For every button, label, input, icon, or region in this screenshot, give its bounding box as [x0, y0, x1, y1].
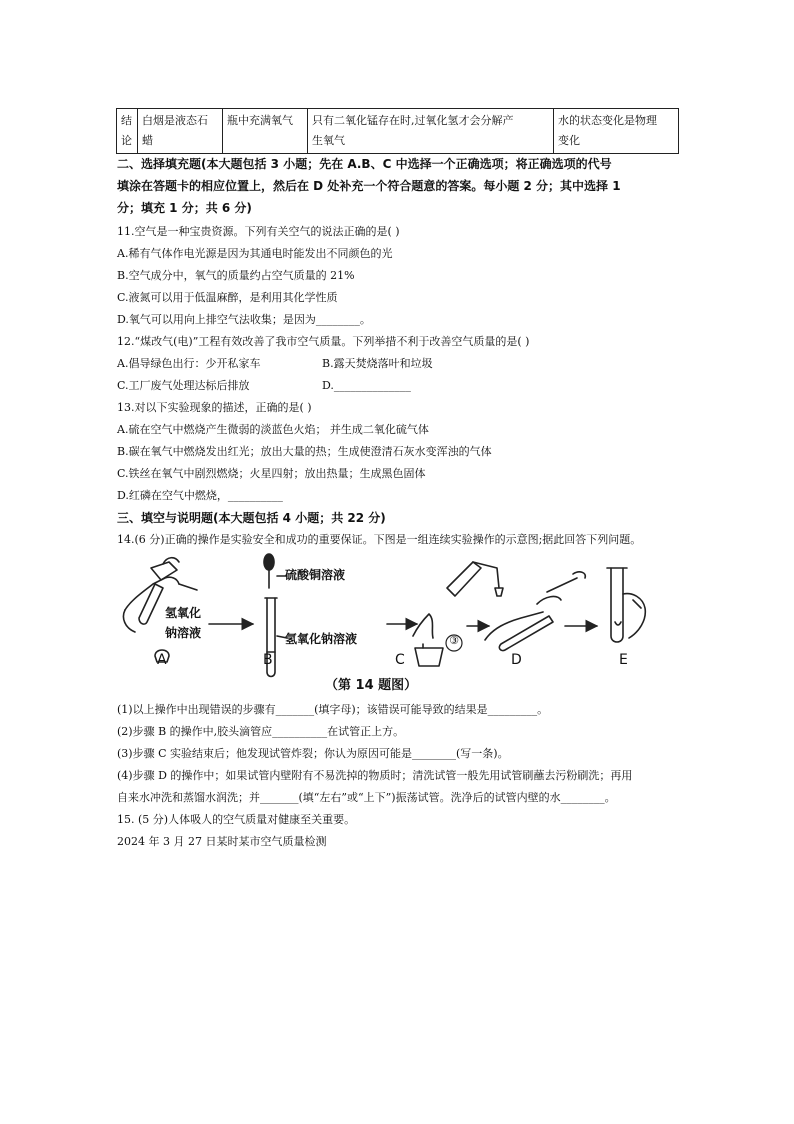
naoh-label-a2: 钠溶液 [165, 626, 202, 640]
q12-option-c: C.工厂废气处理达标后排放 [117, 379, 250, 392]
section2-heading-line: 二、选择填充题(本大题包括 3 小题；先在 A.B、C 中选择一个正确选项；将正确选项的代号 [117, 157, 612, 171]
q15-subtitle: 2024 年 3 月 27 日某时某市空气质量检测 [117, 835, 327, 848]
q11-option-b: B.空气成分中，氧气的质量约占空气质量的 21% [117, 269, 355, 282]
table-cell [308, 109, 554, 154]
cell-line: 白烟是液态石 [142, 114, 208, 127]
cell-line: 生氧气 [312, 134, 345, 147]
q12-option-a: A.倡导绿色出行：少开私家车 [117, 357, 261, 370]
step-label-a: A [157, 652, 167, 668]
q14-figure [117, 548, 679, 694]
section2-heading-line: 填涂在答题卡的相应位置上，然后在 D 处补充一个符合题意的答案。每小题 2 分；其中选择 1 [117, 179, 621, 193]
table-cell [138, 109, 223, 154]
cell-line: 只有二氧化锰存在时,过氧化氢才会分解产 [312, 114, 514, 127]
q14-part4-line1: (4)步骤 D 的操作中；如果试管内壁附有不易洗掉的物质时；清洗试管一般先用试管刷蘸去污粉刷洗；再用 [117, 769, 633, 782]
section3-heading: 三、填空与说明题(本大题包括 4 小题；共 22 分) [117, 511, 386, 525]
cell-line: 瓶中充满氧气 [227, 114, 293, 127]
row-header-char: 论 [121, 134, 132, 147]
step-label-c: C [395, 652, 405, 668]
q14-part2: (2)步骤 B 的操作中,胶头滴管应__________在试管正上方。 [117, 725, 405, 738]
cell-line: 水的状态变化是物理 [558, 114, 657, 127]
q13-stem: 13.对以下实验现象的描述，正确的是( ) [117, 401, 312, 414]
q15-stem: 15. (5 分)人体吸人的空气质量对健康至关重要。 [117, 813, 356, 826]
q12-option-d: D.______________ [322, 379, 411, 392]
lab-operations-illustration [117, 548, 679, 694]
q14-part1: (1)以上操作中出现错误的步骤有_______(填字母)；该错误可能导致的结果是_________。 [117, 703, 549, 716]
table-cell [554, 109, 679, 154]
step-label-e: E [619, 652, 628, 668]
naoh-label-a: 氢氧化 [165, 606, 202, 620]
table-row [117, 109, 679, 154]
step-d-brush-icon [485, 572, 585, 651]
cell-line: 蜡 [142, 134, 153, 147]
q14-stem: 14.(6 分)正确的操作是实验安全和成功的重要保证。下图是一组连续实验操作的示意图;据此回答下列问题。 [117, 533, 642, 546]
q12-stem: 12.“煤改气(电)”工程有效改善了我市空气质量。下列举措不利于改善空气质量的是( ) [117, 335, 530, 348]
cell-line: 变化 [558, 134, 580, 147]
table-cell [223, 109, 308, 154]
q13-option-b: B.碳在氧气中燃烧发出红光；放出大量的热；生成使澄清石灰水变浑浊的气体 [117, 445, 492, 458]
q11-stem: 11.空气是一种宝贵资源。下列有关空气的说法正确的是( ) [117, 225, 400, 238]
row-header-char: 结 [121, 114, 132, 127]
step-label-b: B [263, 652, 273, 668]
circle-3-label: ③ [449, 634, 459, 647]
naoh-label-b: 氢氧化钠溶液 [285, 632, 358, 646]
q12-option-b: B.露天焚烧落叶和垃圾 [322, 357, 433, 370]
q13-option-a: A.硫在空气中燃烧产生微弱的淡蓝色火焰； 并生成二氧化硫气体 [117, 423, 429, 436]
table-row-header [117, 109, 138, 154]
figure-caption: （第 14 题图） [325, 678, 418, 693]
q11-option-c: C.液氮可以用于低温麻醉，是利用其化学性质 [117, 291, 338, 304]
cuso4-label: 硫酸铜溶液 [285, 568, 346, 582]
q13-option-d: D.红磷在空气中燃烧，__________ [117, 489, 283, 502]
step-e-tube-icon [607, 568, 645, 642]
q14-part3: (3)步骤 C 实验结束后；他发现试管炸裂；你认为原因可能是________(写一条)。 [117, 747, 509, 760]
q13-option-c: C.铁丝在氧气中剧烈燃烧；火星四射；放出热量；生成黑色固体 [117, 467, 426, 480]
q11-option-d: D.氧气可以用向上排空气法收集；是因为________。 [117, 313, 371, 326]
q14-part4-line2: 自来水冲洗和蒸馏水润洗；并_______(填“左右”或“上下”)振荡试管。洗净后的试管内壁的水________。 [117, 791, 616, 804]
section2-heading-line: 分；填充 1 分；共 6 分) [117, 201, 252, 215]
step-label-d: D [511, 652, 522, 668]
conclusion-table [116, 108, 679, 154]
q11-option-a: A.稀有气体作电光源是因为其通电时能发出不同颜色的光 [117, 247, 393, 260]
